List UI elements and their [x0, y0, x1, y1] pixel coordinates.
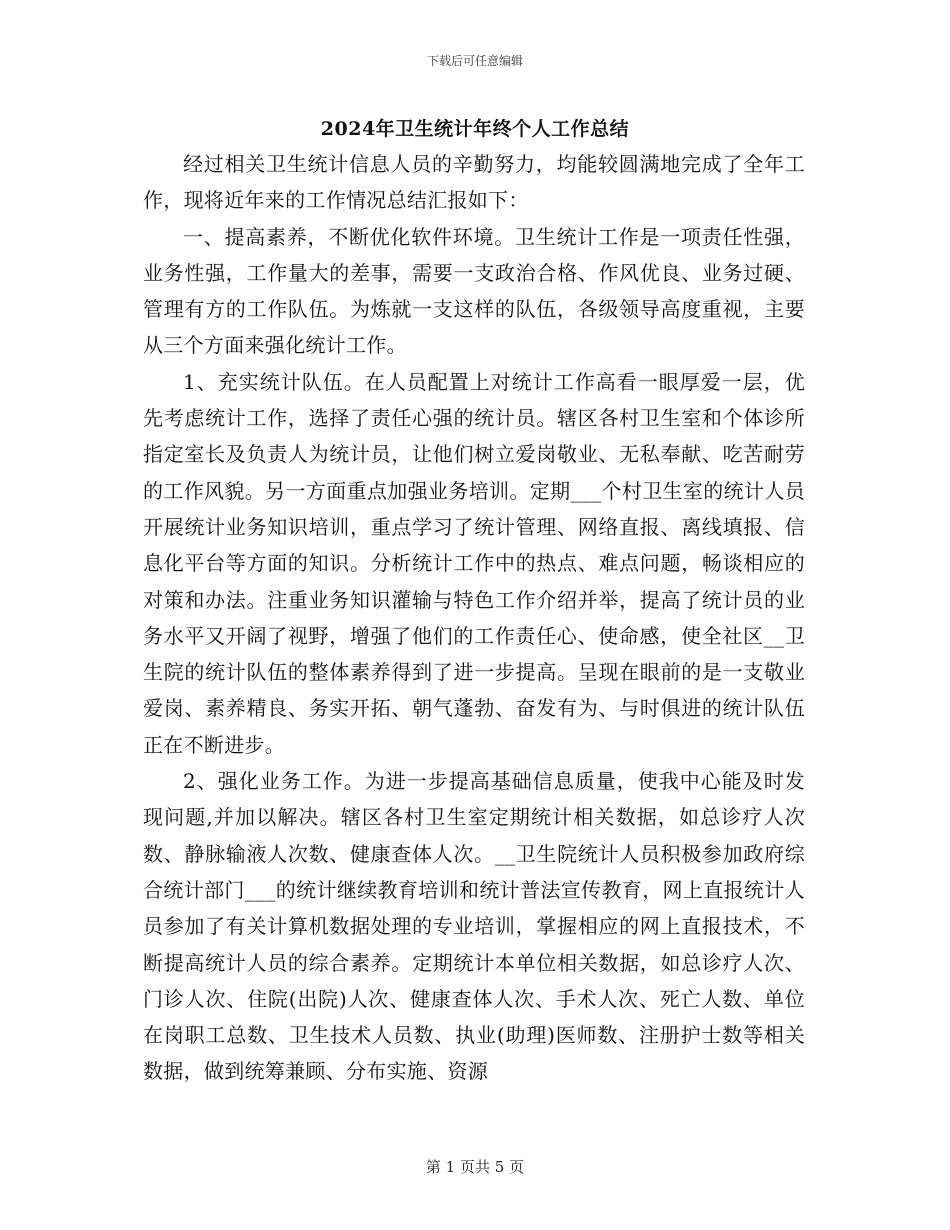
- header-note: 下载后可任意编辑: [426, 54, 523, 68]
- document-title: 2024年卫生统计年终个人工作总结: [320, 118, 630, 140]
- page-number: 第 1 页共 5 页: [425, 1158, 525, 1176]
- paragraph-section-one: 一、提高素养，不断优化软件环境。卫生统计工作是一项责任性强，业务性强，工作量大的差事，需要一支政治合格、作风优良、业务过硬、管理有方的工作队伍。为炼就一支这样的队伍，各级领导高度重视，主要从三个方面来强化统计工作。: [143, 224, 805, 358]
- paragraph-intro: 经过相关卫生统计信息人员的辛勤努力，均能较圆满地完成了全年工作，现将近年来的工作情况总结汇报如下：: [143, 152, 805, 213]
- paragraph-item-one: 1、充实统计队伍。在人员配置上对统计工作高看一眼厚爱一层，优先考虑统计工作，选择了责任心强的统计员。辖区各村卫生室和个体诊所指定室长及负责人为统计员，让他们树立爱岗敬业、无私奉献、吃苦耐劳的工作风貌。另一方面重点加强业务培训。定期___个村卫生室的统计人员开展统计业务知识培训，重点学习了统计管理、网络直报、离线填报、信息化平台等方面的知识。分析统计工作中的热点、难点问题，畅谈相应的对策和办法。注重业务知识灌输与特色工作介绍并举，提高了统计员的业务水平又开阔了视野，增强了他们的工作责任心、使命感，使全社区__卫生院的统计队伍的整体素养得到了进一步提高。呈现在眼前的是一支敬业爱岗、素养精良、务实开拓、朝气蓬勃、奋发有为、与时俱进的统计队伍正在不断进步。: [143, 369, 805, 757]
- paragraph-item-two: 2、强化业务工作。为进一步提高基础信息质量，使我中心能及时发现问题,并加以解决。辖区各村卫生室定期统计相关数据，如总诊疗人次数、静脉输液人次数、健康查体人次。__卫生院统计人员积极参加政府综合统计部门___的统计继续教育培训和统计普法宣传教育，网上直报统计人员参加了有关计算机数据处理的专业培训，掌握相应的网上直报技术，不断提高统计人员的综合素养。定期统计本单位相关数据，如总诊疗人次、门诊人次、住院(出院)人次、健康查体人次、手术人次、死亡人数、单位在岗职工总数、卫生技术人员数、执业(助理)医师数、注册护士数等相关数据，做到统筹兼顾、分布实施、资源: [143, 769, 805, 1084]
- document-body: [143, 146, 805, 1090]
